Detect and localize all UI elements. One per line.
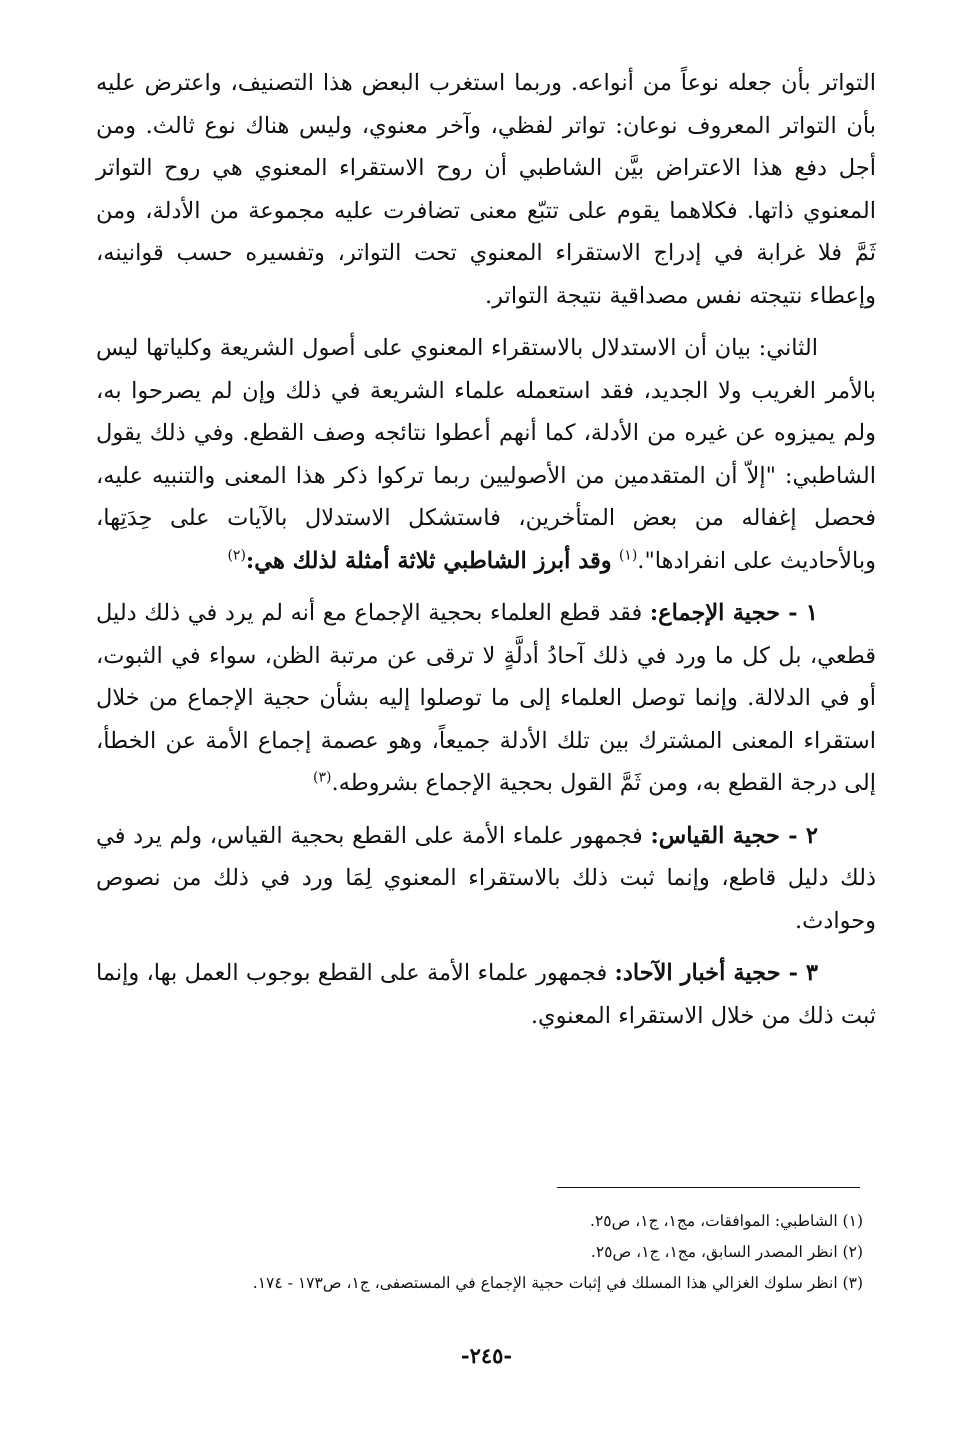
paragraph-qiyas — [96, 815, 876, 943]
qiyas-label: ٢ - حجية القياس: — [650, 822, 819, 849]
footnotes — [96, 1206, 863, 1299]
footnote-1: (١) الشاطبي: الموافقات، مج١، ج١، ص٢٥. — [590, 1212, 863, 1230]
ahad-text: فجمهور علماء الأمة على القطع بوجوب العمل بها، وإنما ثبت ذلك من خلال الاستقراء المعنوي. — [96, 960, 876, 1029]
main-text — [96, 62, 876, 1037]
footnote-ref-3: (٣) — [313, 769, 332, 786]
paragraph-second-point — [96, 327, 876, 582]
page-number: -٢٤٥- — [460, 1343, 513, 1368]
examples-heading: وقد أبرز الشاطبي ثلاثة أمثلة لذلك هي: — [245, 547, 612, 574]
qiyas-text: فجمهور علماء الأمة على القطع بحجية القياس، ولم يرد في ذلك دليل قاطع، وإنما ثبت ذلك بالاستقراء المعنوي لِمَا ورد في ذلك من نصوص وحوادث. — [96, 822, 876, 934]
second-point-text: الثاني: بيان أن الاستدلال بالاستقراء المعنوي على أصول الشريعة وكلياتها ليس بالأمر الغريب ولا الجديد، فقد استعمله علماء الشريعة في ذلك وإن لم يصرحوا به، ولم يميزوه عن غيره من الأدلة، كما أنهم أعطوا نتائجه وصف القطع. وفي ذلك يقول الشاطبي: "إلاّ أن المتقدمين من الأصوليين ربما تركوا ذكر هذا المعنى والتنبيه عليه، فحصل إغفاله من بعض المتأخرين، فاستشكل الاستدلال بالآيات على حِدَتِها، وبالأحاديث على انفرادها". — [96, 335, 876, 574]
paragraph-ahad — [96, 952, 876, 1037]
paragraph-tawatur: التواتر بأن جعله نوعاً من أنواعه. وربما استغرب البعض هذا التصنيف، واعترض عليه بأن التواتر المعروف نوعان: تواتر لفظي، وآخر معنوي، وليس هناك نوع ثالث. ومن أجل دفع هذا الاعتراض بيَّن الشاطبي أن روح الاستقراء المعنوي هي روح التواتر المعنوي ذاتها. فكلاهما يقوم على تتبّع معنى تضافرت عليه مجموعة من الأدلة، ومن ثَمَّ فلا غرابة في إدراج الاستقراء المعنوي تحت التواتر، وتفسيره حسب قوانينه، وإعطاء نتيجته نفس مصداقية نتيجة التواتر. — [96, 70, 876, 309]
footnote-ref-2: (٢) — [227, 547, 246, 563]
paragraph-ijma — [96, 592, 876, 805]
ijma-label: ١ - حجية الإجماع: — [649, 600, 818, 626]
footnote-2: (٢) انظر المصدر السابق، مج١، ج١، ص٢٥. — [590, 1243, 863, 1261]
footnote-divider — [557, 1187, 860, 1188]
ahad-label: ٣ - حجية أخبار الآحاد: — [614, 960, 818, 986]
footnote-3: (٣) انظر سلوك الغزالي هذا المسلك في إثبات حجية الإجماع في المستصفى، ج١، ص١٧٣ - ١٧٤. — [252, 1274, 863, 1292]
ijma-text: فقد قطع العلماء بحجية الإجماع مع أنه لم يرد في ذلك دليل قطعي، بل كل ما ورد في ذلك آحادُ أدلَّةٍ لا ترقى عن مرتبة الظن، سواء في الثبوت، أو في الدلالة. وإنما توصل العلماء إلى ما توصلوا إليه بشأن حجية الإجماع من خلال استقراء المعنى المشترك بين تلك الأدلة جميعاً، وهو عصمة إجماع الأمة عن الخطأ، إلى درجة القطع به، ومن ثَمَّ القول بحجية الإجماع بشروطه. — [96, 600, 876, 796]
footnote-ref-1: (١) — [618, 547, 638, 563]
